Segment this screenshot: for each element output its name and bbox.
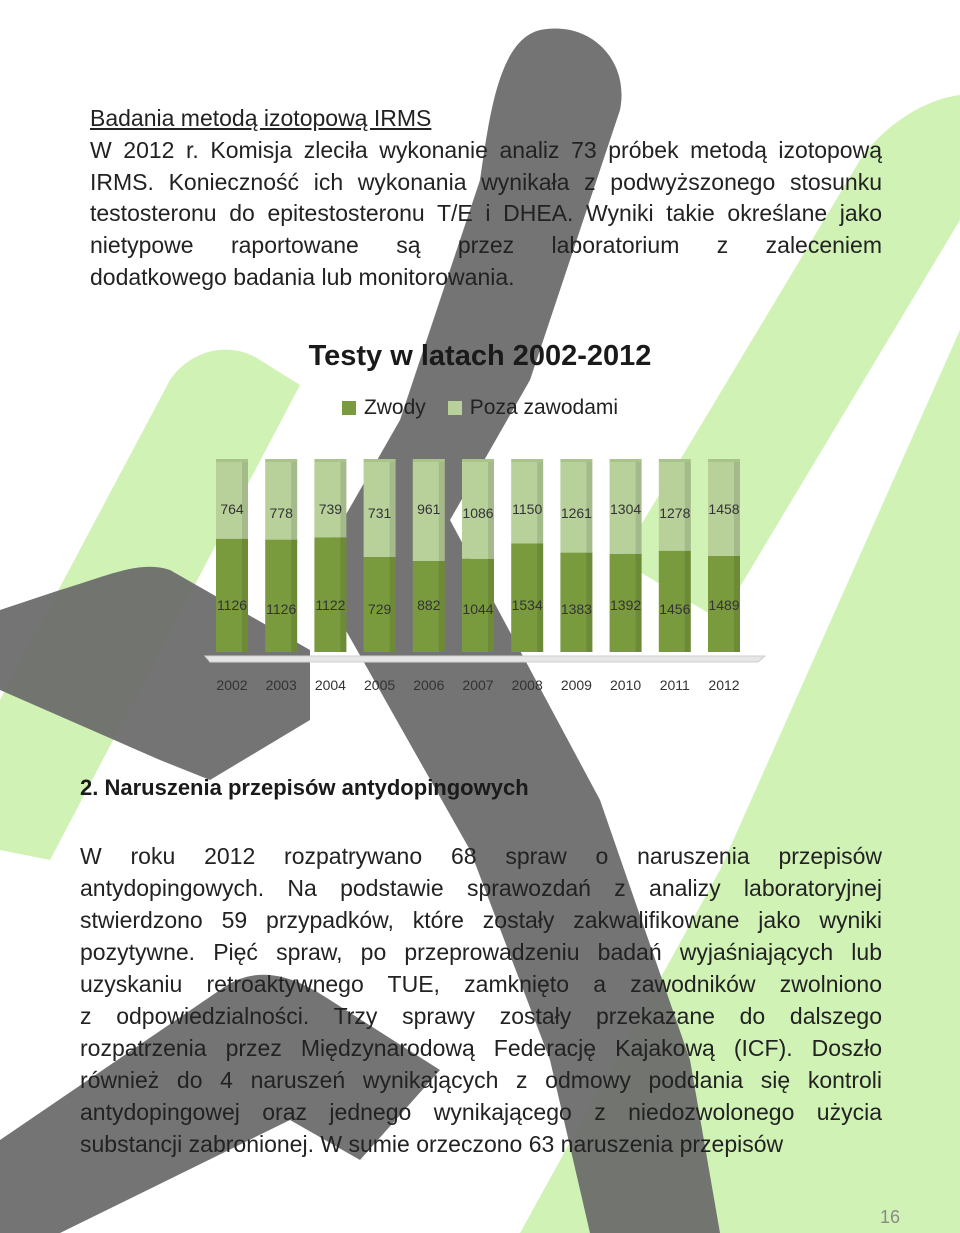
x-tick-label: 2010 [610, 677, 642, 693]
bar-cap [708, 459, 740, 462]
data-label-zwody: 1489 [708, 597, 740, 613]
data-label-poza-zawodami: 778 [269, 505, 293, 521]
section-line: z odpowiedzialności. Trzy sprawy zostały przekazane do dalszego [80, 1003, 882, 1029]
data-label-poza-zawodami: 764 [220, 501, 244, 517]
data-label-poza-zawodami: 1278 [659, 505, 691, 521]
data-label-zwody: 729 [367, 601, 392, 617]
data-label-poza-zawodami: 1304 [610, 501, 642, 517]
bar-cap [364, 459, 396, 462]
data-label-zwody: 1126 [266, 601, 297, 617]
x-tick-label: 2011 [659, 677, 690, 693]
section-line: antydopingowych. Na podstawie sprawozdań z analizy laboratoryjnej [80, 875, 882, 901]
section-line: antydopingowej oraz jednego wynikającego z niedozwolonego użycia [80, 1099, 882, 1125]
intro-line: testosteronu do epitestosteronu T/E i DHEA. Wyniki takie określane jako [90, 200, 882, 227]
section-line: stwierdzono 59 przypadków, które zostały zakwalifikowane jako wyniki [80, 907, 882, 933]
chart-floor [205, 656, 765, 662]
bar-shade [636, 462, 642, 652]
bar-cap [511, 459, 543, 462]
x-tick-label: 2008 [511, 677, 543, 693]
section-line: W roku 2012 rozpatrywano 68 spraw o naruszenia przepisów [80, 843, 882, 869]
data-label-zwody: 1383 [560, 601, 592, 617]
bar-shade [586, 462, 592, 652]
legend-swatch-zwody [342, 401, 356, 415]
legend-swatch-poza-zawodami [448, 401, 462, 415]
bar-shade [340, 462, 346, 652]
data-label-poza-zawodami: 731 [367, 505, 392, 521]
stacked-bar-chart [0, 440, 960, 710]
section-line: również do 4 naruszeń wynikających z odmowy poddania się kontroli [80, 1067, 882, 1093]
x-tick-label: 2007 [462, 677, 494, 693]
legend-label: Zwody [363, 396, 426, 419]
intro-paragraph [90, 103, 882, 294]
legend-label: Poza zawodami [469, 396, 619, 419]
bar-cap [314, 459, 346, 462]
section-line: pozytywne. Pięć spraw, po przeprowadzeniu badań wyjaśniających lub [80, 939, 882, 965]
section-line: rozpatrzenia przez Międzynarodową Federację Kajakową (ICF). Doszło [80, 1035, 882, 1061]
bar-shade [439, 462, 445, 652]
data-label-zwody: 1534 [511, 597, 543, 613]
x-tick-label: 2002 [216, 677, 248, 693]
page-number: 16 [879, 1207, 900, 1227]
chart-legend [0, 396, 960, 420]
data-label-poza-zawodami: 1086 [462, 505, 494, 521]
x-tick-label: 2003 [265, 677, 297, 693]
section-line: substancji zabronionej. W sumie orzeczono 63 naruszenia przepisów [80, 1131, 784, 1157]
data-label-zwody: 1392 [610, 597, 642, 613]
chart-title: Testy w latach 2002-2012 [308, 340, 652, 372]
bar-cap [265, 459, 297, 462]
x-tick-label: 2009 [560, 677, 592, 693]
legend-item-poza-zawodami [448, 396, 618, 420]
bar-cap [560, 459, 592, 462]
legend-item-zwody [342, 396, 426, 420]
data-label-poza-zawodami: 1458 [708, 501, 740, 517]
data-label-zwody: 1122 [315, 597, 346, 613]
bar-cap [462, 459, 494, 462]
x-tick-label: 2005 [364, 677, 396, 693]
intro-line: IRMS. Konieczność ich wykonania wynikała z podwyższonego stosunku [90, 168, 882, 195]
section-heading: 2. Naruszenia przepisów antydopingowych [80, 775, 529, 800]
bar-cap [610, 459, 642, 462]
data-label-zwody: 1456 [659, 601, 691, 617]
bar-shade [242, 462, 248, 652]
data-label-zwody: 1126 [216, 597, 248, 613]
bar-shade [537, 462, 543, 652]
bar-shade [291, 462, 297, 652]
bar-cap [216, 459, 248, 462]
intro-line: dodatkowego badania lub monitorowania. [90, 263, 515, 290]
x-tick-label: 2006 [413, 677, 445, 693]
bar-shade [685, 462, 691, 652]
data-label-zwody: 1044 [462, 601, 494, 617]
bar-cap [413, 459, 445, 462]
data-label-poza-zawodami: 1261 [560, 505, 592, 521]
bar-cap [659, 459, 691, 462]
bar-shade [390, 462, 396, 652]
x-tick-label: 2012 [708, 677, 740, 693]
bar-shade [734, 462, 740, 652]
section-paragraph [80, 840, 882, 1160]
data-label-poza-zawodami: 961 [417, 501, 441, 517]
irms-heading: Badania metodą izotopową IRMS [90, 105, 432, 131]
x-tick-label: 2004 [314, 677, 346, 693]
intro-line: nietypowe raportowane są przez laboratorium z zaleceniem [90, 232, 882, 259]
bar-shade [488, 462, 494, 652]
data-label-poza-zawodami: 1150 [512, 501, 543, 517]
data-label-zwody: 882 [417, 597, 441, 613]
intro-line: W 2012 r. Komisja zleciła wykonanie analiz 73 próbek metodą izotopową [90, 136, 882, 163]
data-label-poza-zawodami: 739 [318, 501, 343, 517]
section-line: uzyskaniu retroaktywnego TUE, zamknięto a zawodników zwolniono [80, 971, 882, 997]
